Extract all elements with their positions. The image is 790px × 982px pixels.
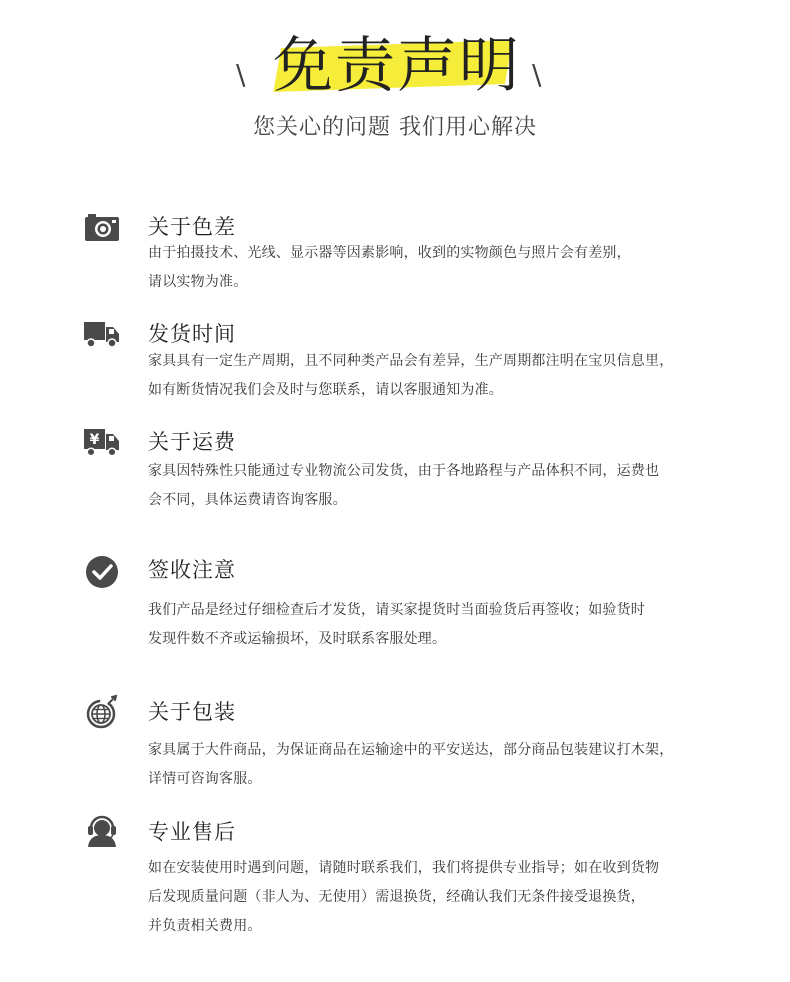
svg-text:¥: ¥ xyxy=(89,432,100,448)
header xyxy=(0,0,790,160)
section-body: 家具属于大件商品，为保证商品在运输途中的平安送达，部分商品包装建议打木架， 详情可咨询客服。 xyxy=(148,742,674,787)
section-body: 我们产品是经过仔细检查后才发货，请买家提货时当面验货后再签收；如验货时 发现件数不齐或运输损坏，及时联系客服处理。 xyxy=(148,602,645,647)
section-title: 关于运费 xyxy=(148,430,236,454)
section-title: 发货时间 xyxy=(148,322,236,346)
freight-cost-icon xyxy=(84,424,120,460)
section-title: 关于色差 xyxy=(148,215,236,239)
support-agent-icon xyxy=(84,812,120,848)
truck-icon xyxy=(84,316,120,352)
section-title: 专业售后 xyxy=(148,820,236,844)
section-title: 签收注意 xyxy=(148,558,236,582)
checkmark-icon xyxy=(84,554,120,590)
camera-icon xyxy=(84,209,120,245)
section-body: 家具具有一定生产周期，且不同种类产品会有差异，生产周期都注明在宝贝信息里， 如有断货情况我们会及时与您联系，请以客服通知为准。 xyxy=(148,353,674,398)
section-title: 关于包装 xyxy=(148,700,236,724)
section-body: 如在安装使用时遇到问题，请随时联系我们，我们将提供专业指导；如在收到货物 后发现质量问题（非人为、无使用）需退换货，经确认我们无条件接受退换货， 并负责相关费用。 xyxy=(148,860,660,934)
page-title: 免责声明 xyxy=(273,31,521,101)
left-slash-mark: \ xyxy=(236,58,246,91)
right-slash-mark: \ xyxy=(532,58,542,91)
page-subtitle: 您关心的问题 我们用心解决 xyxy=(253,115,537,140)
section-body: 由于拍摄技术、光线、显示器等因素影响，收到的实物颜色与照片会有差别， 请以实物为准。 xyxy=(148,245,631,290)
globe-icon xyxy=(84,694,120,730)
section-body: 家具因特殊性只能通过专业物流公司发货，由于各地路程与产品体积不同，运费也 会不同，具体运费请咨询客服。 xyxy=(148,463,660,508)
